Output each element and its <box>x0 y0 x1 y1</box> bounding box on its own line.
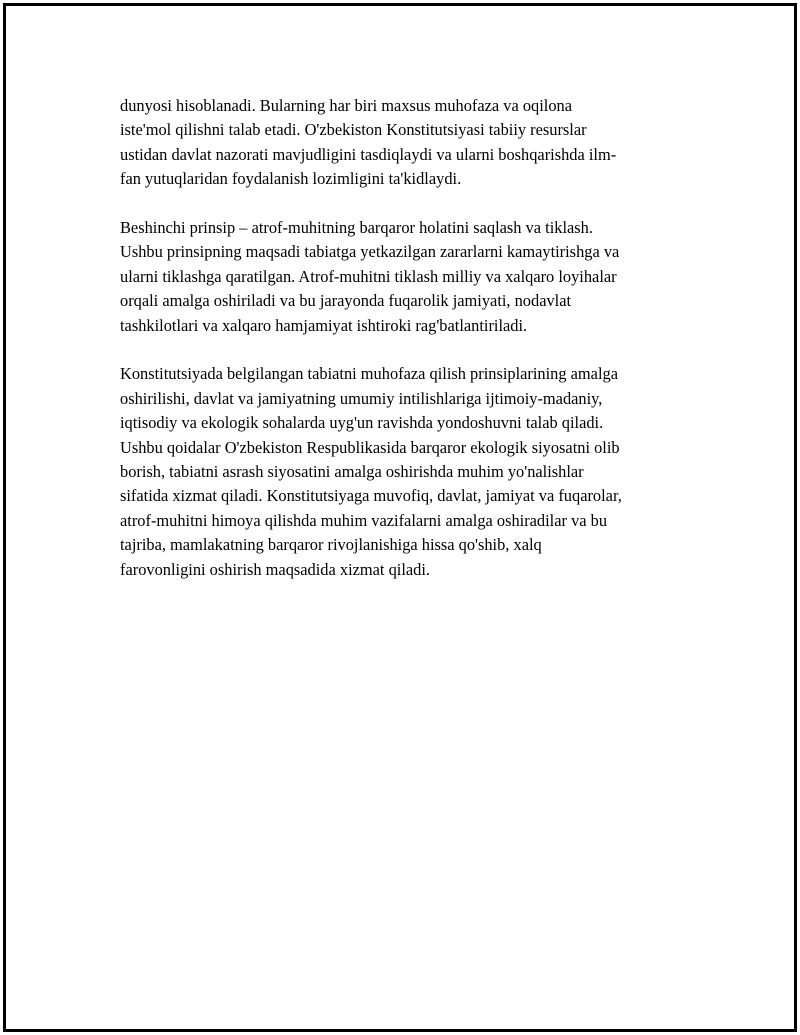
text-line: Beshinchi prinsip – atrof-muhitning barqaror holatini saqlash va tiklash. <box>120 218 593 238</box>
text-line: sifatida xizmat qiladi. Konstitutsiyaga muvofiq, davlat, jamiyat va fuqarolar, <box>120 486 622 506</box>
paragraph-2 <box>120 216 695 338</box>
text-line: fan yutuqlaridan foydalanish lozimligini ta'kidlaydi. <box>120 169 462 189</box>
paragraph-1 <box>120 94 695 192</box>
text-line: Ushbu qoidalar O'zbekiston Respublikasida barqaror ekologik siyosatni olib <box>120 437 620 457</box>
paragraph-3 <box>120 362 695 582</box>
text-line: oshirilishi, davlat va jamiyatning umumiy intilishlariga ijtimoiy-madaniy, <box>120 388 603 408</box>
text-line: tajriba, mamlakatning barqaror rivojlanishiga hissa qo'shib, xalq <box>120 535 542 555</box>
text-line: tashkilotlari va xalqaro hamjamiyat ishtiroki rag'batlantiriladi. <box>120 315 528 335</box>
text-line: orqali amalga oshiriladi va bu jarayonda fuqarolik jamiyati, nodavlat <box>120 291 572 311</box>
text-line: farovonligini oshirish maqsadida xizmat qiladi. <box>120 559 430 579</box>
text-line: borish, tabiatni asrash siyosatini amalga oshirishda muhim yo'nalishlar <box>120 462 584 482</box>
document-body <box>120 94 695 606</box>
text-line: atrof-muhitni himoya qilishda muhim vazifalarni amalga oshiradilar va bu <box>120 510 608 530</box>
text-line: ularni tiklashga qaratilgan. Atrof-muhitni tiklash milliy va xalqaro loyihalar <box>120 266 617 286</box>
text-line: dunyosi hisoblanadi. Bularning har biri maxsus muhofaza va oqilona <box>120 96 573 115</box>
text-line: Ushbu prinsipning maqsadi tabiatga yetkazilgan zararlarni kamaytirishga va <box>120 242 620 262</box>
text-line: iqtisodiy va ekologik sohalarda uyg'un ravishda yondoshuvni talab qiladi. <box>120 413 604 433</box>
text-line: Konstitutsiyada belgilangan tabiatni muhofaza qilish prinsiplarining amalga <box>120 364 618 384</box>
text-line: ustidan davlat nazorati mavjudligini tasdiqlaydi va ularni boshqarishda ilm- <box>120 144 617 164</box>
text-line: iste'mol qilishni talab etadi. O'zbekiston Konstitutsiyasi tabiiy resurslar <box>120 120 587 140</box>
document-page <box>3 3 797 1032</box>
